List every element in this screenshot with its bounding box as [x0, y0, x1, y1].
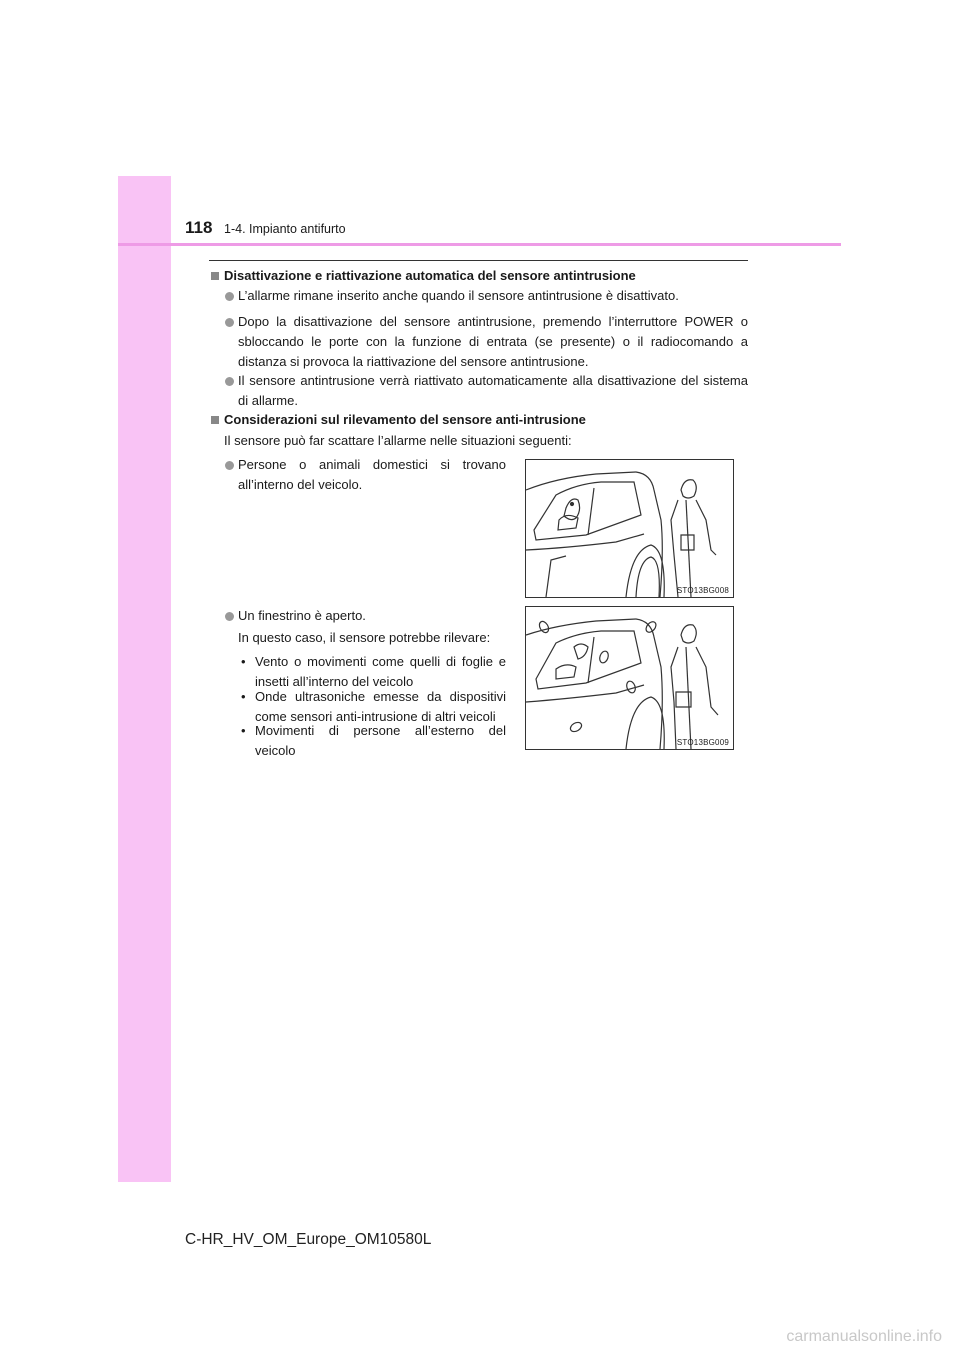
list-item: L’allarme rimane inserito anche quando il sensore antintrusione è disattivato.: [238, 288, 679, 303]
car-with-open-window-illustration: [526, 607, 733, 749]
list-item: Onde ultrasoniche emesse da dispositivi come sensori anti-intrusione di altri veicoli: [255, 689, 506, 724]
illustration-pet-inside-vehicle: [525, 459, 734, 598]
content-divider: [209, 260, 748, 261]
list-item: Persone o animali domestici si trovano all’interno del veicolo.: [238, 457, 506, 492]
header-rule: [118, 243, 841, 246]
car-with-dog-illustration: [526, 460, 733, 597]
list-item: Dopo la disattivazione del sensore antintrusione, premendo l’interruttore POWER o sbloccando le porte con la funzione di entrata (se presente) o il radiocomando a distanza si provoca la riattivazione del sensore antintrusione.: [238, 314, 748, 369]
dash-bullet: •: [241, 654, 246, 669]
sub-intro-text: In questo caso, il sensore potrebbe rilevare:: [238, 630, 491, 645]
illustration-open-window: [525, 606, 734, 750]
circle-bullet-icon: [225, 377, 234, 386]
list-item: Vento o movimenti come quelli di foglie e insetti all’interno del veicolo: [255, 654, 506, 689]
watermark-text: carmanualsonline.info: [786, 1328, 942, 1345]
chapter-sidebar-tab: [118, 176, 171, 1182]
heading-detection-considerations: Considerazioni sul rilevamento del sensore anti-intrusione: [224, 412, 586, 427]
circle-bullet-icon: [225, 461, 234, 470]
figure-code: STO13BG009: [676, 738, 729, 747]
dash-bullet: •: [241, 689, 246, 704]
circle-bullet-icon: [225, 612, 234, 621]
square-bullet-icon: [211, 272, 219, 280]
page-number: 118: [185, 218, 213, 237]
list-item: Un finestrino è aperto.: [238, 608, 366, 623]
circle-bullet-icon: [225, 318, 234, 327]
heading-auto-deactivation: Disattivazione e riattivazione automatica del sensore antintrusione: [224, 268, 636, 283]
document-code: C-HR_HV_OM_Europe_OM10580L: [185, 1231, 432, 1248]
figure-code: STO13BG008: [676, 586, 729, 595]
intro-text: Il sensore può far scattare l’allarme nelle situazioni seguenti:: [224, 433, 572, 448]
circle-bullet-icon: [225, 292, 234, 301]
list-item: Movimenti di persone all’esterno del veicolo: [255, 723, 506, 758]
dash-bullet: •: [241, 723, 246, 738]
square-bullet-icon: [211, 416, 219, 424]
list-item: Il sensore antintrusione verrà riattivato automaticamente alla disattivazione del sistema di allarme.: [238, 373, 748, 408]
section-title: 1-4. Impianto antifurto: [224, 222, 346, 236]
